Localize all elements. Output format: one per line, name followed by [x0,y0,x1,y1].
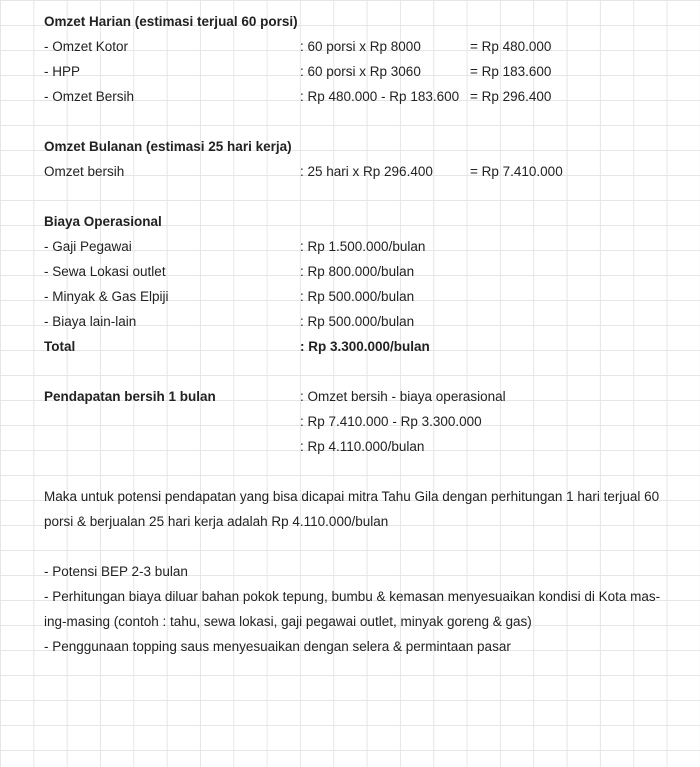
daily-revenue-heading [44,9,674,34]
net-income-calc: : Rp 7.410.000 - Rp 3.300.000 [300,414,482,429]
monthly-row-net [44,159,674,184]
operational-cost-heading [44,209,674,234]
net-income-row-1 [44,384,674,409]
cost-row-rent [44,259,674,284]
daily-row-gross [44,34,674,59]
note-cost-excluded: - Perhitungan biaya diluar bahan pokok tepung, bumbu & kemasan menyesuaikan kondisi di Kota mas-ing-masing (contoh : tahu, sewa lokasi, gaji pegawai outlet, minyak goreng & gas) [44,589,661,629]
row-calc: : 60 porsi x Rp 3060 [300,64,421,79]
row-result: = Rp 7.410.000 [470,164,563,179]
row-label: - Minyak & Gas Elpiji [44,289,169,304]
row-label: Omzet bersih [44,164,125,179]
row-result: = Rp 480.000 [470,39,552,54]
cost-row-salary [44,234,674,259]
document [44,9,674,659]
row-calc: : Rp 480.000 - Rp 183.600 [300,89,460,104]
summary-paragraph: Maka untuk potensi pendapatan yang bisa dicapai mitra Tahu Gila dengan perhitungan 1 hari terjual 60 porsi & berjualan 25 hari kerja adalah Rp 4.110.000/bulan [44,489,660,529]
row-label: - Biaya lain-lain [44,314,137,329]
row-value: : Rp 1.500.000/bulan [300,239,426,254]
spacer [44,184,674,209]
row-calc: : 60 porsi x Rp 8000 [300,39,421,54]
spacer [44,109,674,134]
row-value: : Rp 500.000/bulan [300,314,415,329]
net-income-row-3 [44,434,674,459]
row-label: - Gaji Pegawai [44,239,132,254]
row-result: = Rp 296.400 [470,89,552,104]
row-value: : Rp 500.000/bulan [300,289,415,304]
net-income-formula: : Omzet bersih - biaya operasional [300,389,506,404]
operational-heading-text: Biaya Operasional [44,214,162,229]
row-label: - Sewa Lokasi outlet [44,264,166,279]
total-value: : Rp 3.300.000/bulan [300,339,430,354]
monthly-revenue-heading [44,134,674,159]
row-label: - Omzet Kotor [44,39,129,54]
daily-row-net [44,84,674,109]
net-income-label: Pendapatan bersih 1 bulan [44,389,216,404]
daily-heading-text: Omzet Harian (estimasi terjual 60 porsi) [44,14,298,29]
spacer [44,359,674,384]
row-result: = Rp 183.600 [470,64,552,79]
row-label: - Omzet Bersih [44,89,135,104]
note-topping: - Penggunaan topping saus menyesuaikan dengan selera & permintaan pasar [44,639,511,654]
daily-row-hpp [44,59,674,84]
cost-row-other [44,309,674,334]
net-income-result: : Rp 4.110.000/bulan [300,439,425,454]
total-label: Total [44,339,76,354]
spacer [44,459,674,484]
spacer [44,534,674,559]
net-income-row-2 [44,409,674,434]
row-label: - HPP [44,64,81,79]
cost-row-total [44,334,674,359]
note-bep: - Potensi BEP 2-3 bulan [44,564,188,579]
row-calc: : 25 hari x Rp 296.400 [300,164,433,179]
cost-row-oil-gas [44,284,674,309]
row-value: : Rp 800.000/bulan [300,264,415,279]
monthly-heading-text: Omzet Bulanan (estimasi 25 hari kerja) [44,139,292,154]
